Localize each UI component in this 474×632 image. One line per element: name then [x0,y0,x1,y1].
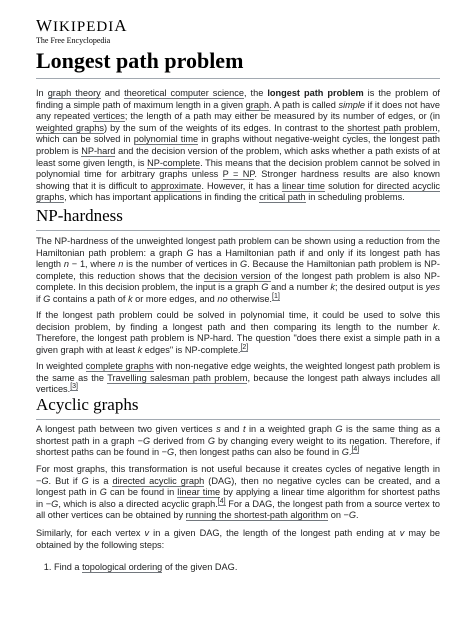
link-critical-path[interactable]: critical path [259,192,306,203]
np-paragraph-3: In weighted complete graphs with non-negative edge weights, the weighted longest path problem is the same as the Travelling salesman path problem, because the longest path always includes all vertices.[3] [36,361,440,395]
link-topological-ordering[interactable]: topological ordering [82,562,163,572]
reference-2[interactable]: [2] [240,343,249,351]
acyclic-paragraph-3: Similarly, for each vertex v in a given DAG, the length of the longest path ending at v may be obtained by the following steps: [36,528,440,550]
link-directed-acyclic-graph[interactable]: directed acyclic graph [112,475,205,486]
link-decision-version[interactable]: decision version [203,270,271,281]
link-np-complete[interactable]: NP-complete [147,157,201,168]
link-shortest-path-problem[interactable]: shortest path problem [347,122,438,133]
np-paragraph-2: If the longest path problem could be solved in polynomial time, it could be used to solve this decision problem, by finding a longest path and then comparing its length to the number k. Therefore, the longest path problem is NP-hard. The question "does there exist a simple path in a given graph with at least k edges" is NP-complete.[2] [36,310,440,355]
logo-tagline: The Free Encyclopedia [36,36,111,45]
link-running-shortest-path[interactable]: running the shortest-path algorithm [185,510,329,521]
wikipedia-logo[interactable] [36,18,127,46]
link-travelling-salesman[interactable]: Travelling salesman path problem [107,372,248,383]
reference-4[interactable]: [4] [351,446,360,454]
steps-list [36,561,440,573]
section-heading-acyclic-graphs: Acyclic graphs [36,394,440,420]
link-p-np[interactable]: P = NP [222,169,255,180]
reference-3[interactable]: [3] [70,383,79,391]
logo-wordmark: WIKIPEDIA [36,16,128,35]
np-paragraph-1: The NP-hardness of the unweighted longest path problem can be shown using a reduction from the Hamiltonian path problem: a graph G has a Hamiltonian path if and only if its longest path has length n − 1, where n is the number of vertices in G. Because the Hamiltonian path problem is NP-complete, this reduction shows that the decision version of the longest path problem is also NP-complete. In this decision problem, the input is a graph G and a number k; the desired output is yes if G contains a path of k or more edges, and no otherwise.[1] [36,236,440,304]
link-graph-theory[interactable]: graph theory [47,88,101,98]
link-complete-graphs[interactable]: complete graphs [85,361,154,371]
intro-paragraph: In graph theory and theoretical computer science, the longest path problem is the problem of finding a simple path of maximum length in a given graph. A path is called simple if it does not have any repeated vertices; the length of a path may either be measured by its number of edges, or (in weighted graphs) by the sum of the weights of its edges. In contrast to the shortest path problem, which can be solved in polynomial time in graphs without negative-weight cycles, the longest path problem is NP-hard and the decision version of the problem, which asks whether a path exists of at least some given length, is NP-complete. This means that the decision problem cannot be solved in polynomial time for arbitrary graphs unless P = NP. Stronger hardness results are also known showing that it is difficult to approximate. However, it has a linear time solution for directed acyclic graphs, which has important applications in finding the critical path in scheduling problems. [36,88,441,203]
reference-1[interactable]: [1] [272,292,280,300]
link-np-hard[interactable]: NP-hard [81,145,116,156]
link-theoretical-cs[interactable]: theoretical computer science [124,88,244,98]
link-weighted-graphs[interactable]: weighted graphs [36,122,104,133]
link-polynomial-time[interactable]: polynomial time [133,134,199,145]
link-linear-time[interactable]: linear time [282,180,326,191]
acyclic-paragraph-1: A longest path between two given vertices s and t in a weighted graph G is the same thing as a shortest path in a graph −G derived from G by changing every weight to its negation. Therefore, if shortest paths can be found in −G, then longest paths can also be found in G.[4] [36,424,440,458]
link-linear-time-2[interactable]: linear time [177,487,221,498]
section-heading-np-hardness: NP-hardness [36,205,440,231]
page-title: Longest path problem [36,48,440,79]
link-approximate[interactable]: approximate [150,180,202,191]
list-item: 1. Find a topological ordering of the given DAG. [54,561,440,573]
link-directed-acyclic-graphs[interactable]: directed acyclic graphs [36,180,440,203]
link-graph[interactable]: graph [245,99,270,110]
link-vertices[interactable]: vertices [93,111,125,122]
reference-4-repeat[interactable]: [4] [217,497,226,505]
acyclic-paragraph-2: For most graphs, this transformation is not useful because it creates cycles of negative length in −G. But if G is a directed acyclic graph (DAG), then no negative cycles can be created, and a longest path in G can be found in linear time by applying a linear time algorithm for shortest paths in −G, which is also a directed acyclic graph.[4] For a DAG, the longest path from a source vertex to all other vertices can be obtained by running the shortest-path algorithm on −G. [36,464,441,521]
